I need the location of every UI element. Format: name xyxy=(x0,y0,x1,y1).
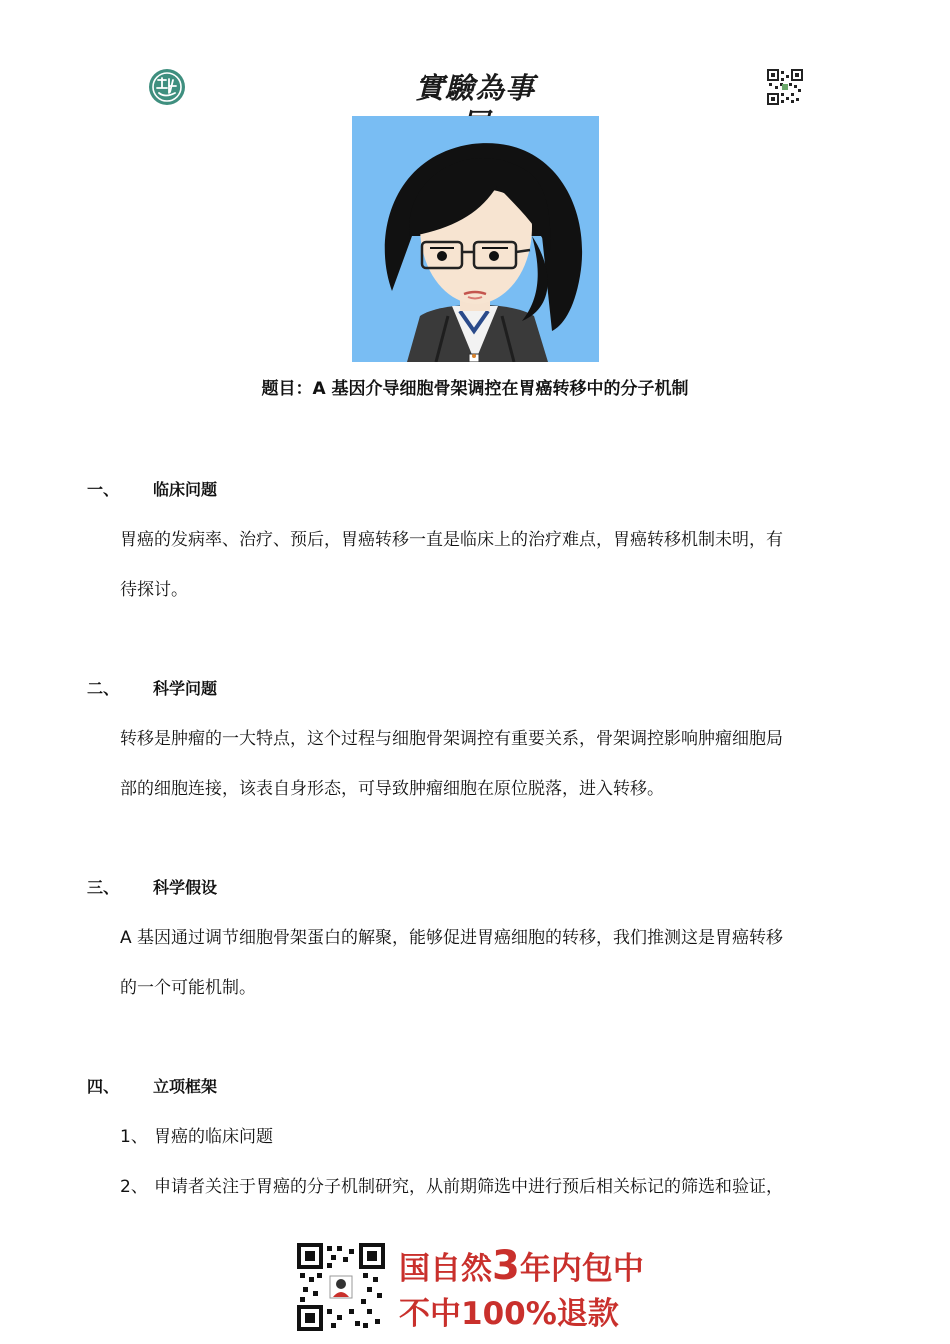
ad-subline: 不中100%退款 xyxy=(399,1296,619,1332)
section-title-clinical: 临床问题 xyxy=(153,480,218,499)
section-title-hypothesis: 科学假设 xyxy=(153,878,218,897)
ad-headline xyxy=(399,1244,644,1291)
qr-code-icon xyxy=(767,69,803,105)
section-number: 四、 xyxy=(87,1077,120,1096)
section-number: 三、 xyxy=(87,878,120,897)
paragraph-line: 的一个可能机制。 xyxy=(120,978,256,998)
paragraph-line: 部的细胞连接，该表自身形态，可导致肿瘤细胞在原位脱落，进入转移。 xyxy=(120,779,664,799)
section-number: 一、 xyxy=(87,480,120,499)
seal-logo-icon xyxy=(148,68,186,106)
qr-code-icon xyxy=(297,1243,385,1331)
brand-title: 實驗為事 xyxy=(414,71,535,105)
list-item-number: 2、 xyxy=(120,1177,148,1197)
ad-number: 3 xyxy=(492,1243,520,1289)
document-title: 题目：A 基因介导细胞骨架调控在胃癌转移中的分子机制 xyxy=(261,379,689,399)
ad-text: 国自然 xyxy=(399,1251,492,1287)
paragraph-line: A 基因通过调节细胞骨架蛋白的解聚，能够促进胃癌细胞的转移，我们推测这是胃癌转移 xyxy=(120,928,784,948)
list-item-number: 1、 xyxy=(120,1127,148,1147)
list-item: 申请者关注于胃癌的分子机制研究，从前期筛选中进行预后相关标记的筛选和验证， xyxy=(154,1177,783,1197)
section-title-framework: 立项框架 xyxy=(153,1077,218,1096)
paragraph-line: 待探讨。 xyxy=(120,580,188,600)
list-item: 胃癌的临床问题 xyxy=(154,1127,273,1147)
paragraph-line: 转移是肿瘤的一大特点，这个过程与细胞骨架调控有重要关系，骨架调控影响肿瘤细胞局 xyxy=(120,729,783,749)
avatar-illustration xyxy=(352,116,599,362)
paragraph-line: 胃癌的发病率、治疗、预后，胃癌转移一直是临床上的治疗难点，胃癌转移机制未明，有 xyxy=(120,530,783,550)
section-number: 二、 xyxy=(87,679,120,698)
section-title-scientific: 科学问题 xyxy=(153,679,218,698)
ad-text: 年内包中 xyxy=(519,1251,644,1287)
